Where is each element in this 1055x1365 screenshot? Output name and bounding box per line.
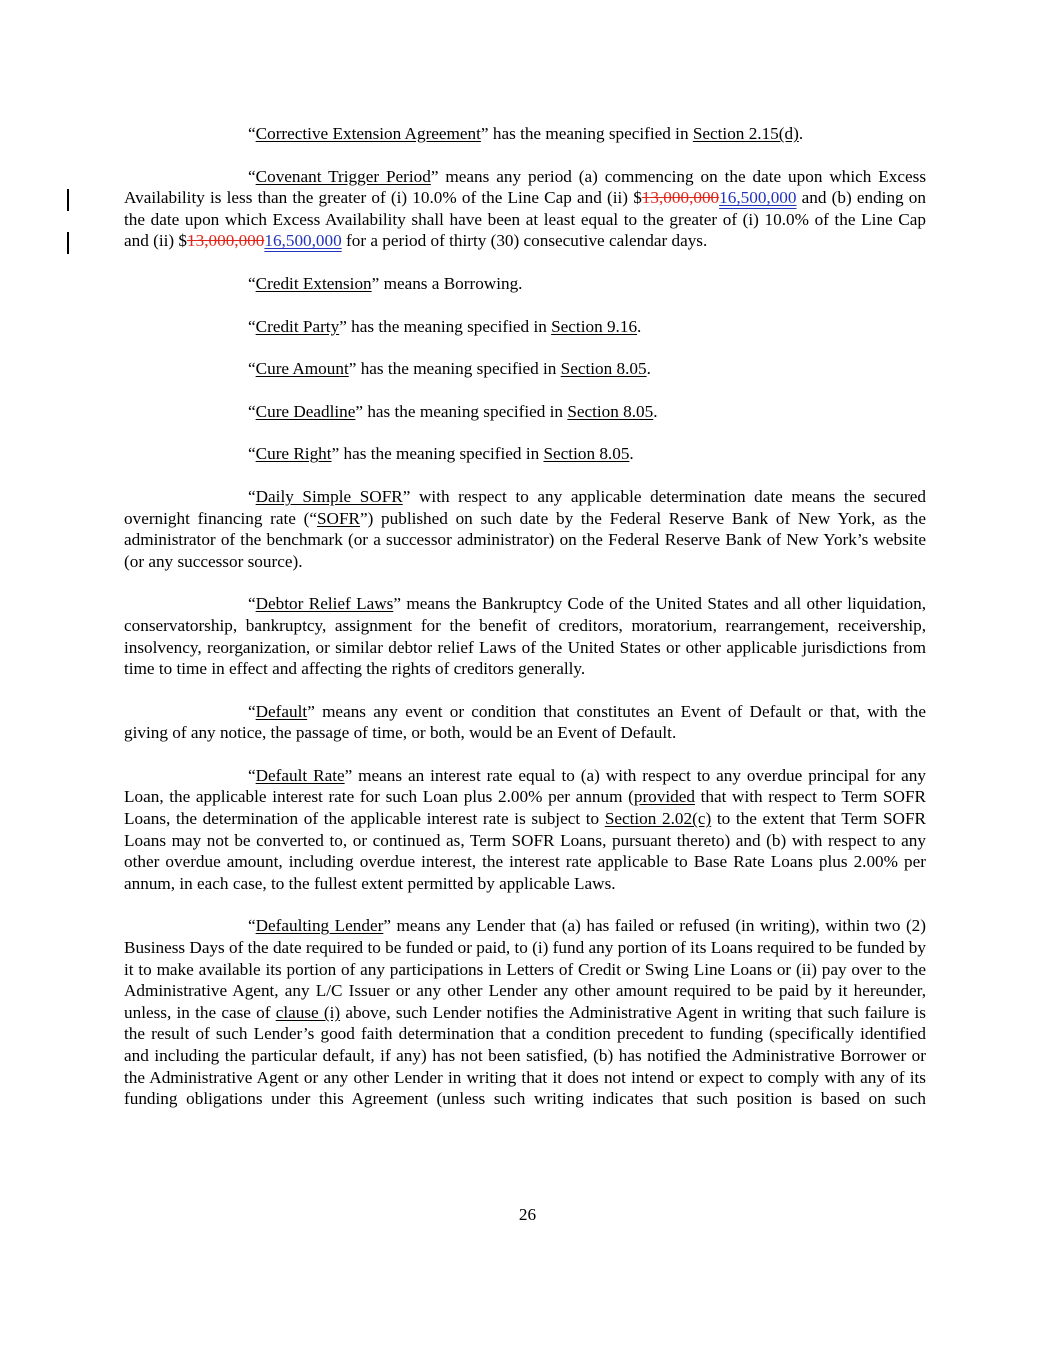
defined-term: Cure Amount (255, 359, 349, 379)
deleted-amount: 13,000,000 (187, 231, 265, 251)
inserted-amount: 16,500,000 (264, 231, 342, 251)
change-bar (67, 232, 69, 254)
definition-defaulting-lender: “Defaulting Lender” means any Lender that (a) has failed or refused (in writing), within two (2) Business Days of the date required to be funded or paid, to (i) fund any portion of its Loans required to be funded by it to make available its portion of any participations in Letters of Credit or Swing Line Loans or (ii) pay over to the Administrative Agent, any L/C Issuer or any other Lender any other amount required to be paid by it hereunder, unless, in the case of clause (i) above, such Lender notifies the Administrative Agent in writing that such failure is the result of such Lender’s good faith determination that a condition precedent to funding (specifically identified and including the particular default, if any) has not been satisfied, (b) has notified the Administrative Borrower or the Administrative Agent or any other Lender in writing that it does not intend or expect to comply with any of its funding obligations under this Agreement (unless such writing indicates that such position is based on such (124, 916, 927, 1109)
defined-term: Cure Right (255, 444, 332, 464)
defined-term: Credit Party (255, 316, 340, 336)
defined-term: Default Rate (255, 765, 345, 785)
definition-cure-amount: “Cure Amount” has the meaning specified in Section 8.05. (248, 359, 651, 379)
inserted-amount: 16,500,000 (719, 188, 797, 208)
definition-debtor-relief-laws: “Debtor Relief Laws” means the Bankruptcy Code of the United States and all other liquidation, conservatorship, bankruptcy, assignment for the benefit of creditors, moratorium, rearrangement, receivership, insolvency, reorganization, or similar debtor relief Laws of the United States or other applicable jurisdictions from time to time in effect and affecting the rights of creditors generally. (124, 594, 926, 679)
definition-covenant-trigger-period: “Covenant Trigger Period” means any period (a) commencing on the date upon which Excess Availability is less than the greater of (i) 10.0% of the Line Cap and (ii) $13,000,00016,500,000 and (b) ending on the date upon which Excess Availability shall have been at least equal to the greater of (i) 10.0% of the Line Cap and (ii) $13,000,00016,500,000 for a period of thirty (30) consecutive calendar days. (124, 166, 927, 251)
section-reference: Section 2.02(c) (604, 809, 712, 829)
definition-cure-right: “Cure Right” has the meaning specified in Section 8.05. (248, 444, 634, 464)
document-page (124, 123, 926, 1131)
page-number: 26 (518, 1205, 537, 1224)
change-bar (67, 189, 69, 211)
defined-term: Cure Deadline (255, 401, 356, 421)
defined-term: Credit Extension (255, 273, 372, 293)
defined-term: Debtor Relief Laws (255, 594, 394, 614)
definition-default: “Default” means any event or condition that constitutes an Event of Default or that, with the giving of any notice, the passage of time, or both, would be an Event of Default. (124, 701, 926, 743)
section-reference: Section 8.05 (567, 401, 654, 421)
section-reference: Section 8.05 (560, 359, 647, 379)
defined-term: Corrective Extension Agreement (255, 124, 481, 143)
definition-default-rate: “Default Rate” means an interest rate equal to (a) with respect to any overdue principal for any Loan, the applicable interest rate for such Loan plus 2.00% per annum (provided that with respect to Term SOFR Loans, the determination of the applicable interest rate is subject to Section 2.02(c) to the extent that Term SOFR Loans may not be converted to, or continued as, Term SOFR Loans, pursuant thereto) and (b) with respect to any other overdue amount, including overdue interest, the interest rate applicable to Base Rate Loans plus 2.00% per annum, in each case, to the fullest extent permitted by applicable Laws. (124, 765, 926, 893)
provided-term: provided (633, 787, 695, 807)
section-reference: Section 2.15(d) (692, 124, 799, 143)
deleted-amount: 13,000,000 (641, 188, 720, 208)
defined-term: Defaulting Lender (255, 916, 384, 936)
defined-abbreviation: SOFR (316, 508, 360, 528)
defined-term: Daily Simple SOFR (255, 486, 403, 506)
definition-credit-extension: “Credit Extension” means a Borrowing. (248, 273, 523, 293)
definition-credit-party: “Credit Party” has the meaning specified in Section 9.16. (248, 316, 642, 336)
defined-term: Default (255, 701, 308, 721)
section-reference: Section 9.16 (551, 316, 638, 336)
definition-cure-deadline: “Cure Deadline” has the meaning specified in Section 8.05. (248, 401, 658, 421)
definition-corrective-extension-agreement: “Corrective Extension Agreement” has the meaning specified in Section 2.15(d). (248, 124, 804, 143)
defined-term: Covenant Trigger Period (255, 166, 431, 186)
section-reference: Section 8.05 (543, 444, 630, 464)
clause-reference: clause (i) (275, 1002, 341, 1022)
definition-daily-simple-sofr: “Daily Simple SOFR” with respect to any applicable determination date means the secured overnight financing rate (“SOFR”) published on such date by the Federal Reserve Bank of New York, as the administrator of the benchmark (or a successor administrator) on the Federal Reserve Bank of New York’s website (or any successor source). (124, 486, 926, 571)
